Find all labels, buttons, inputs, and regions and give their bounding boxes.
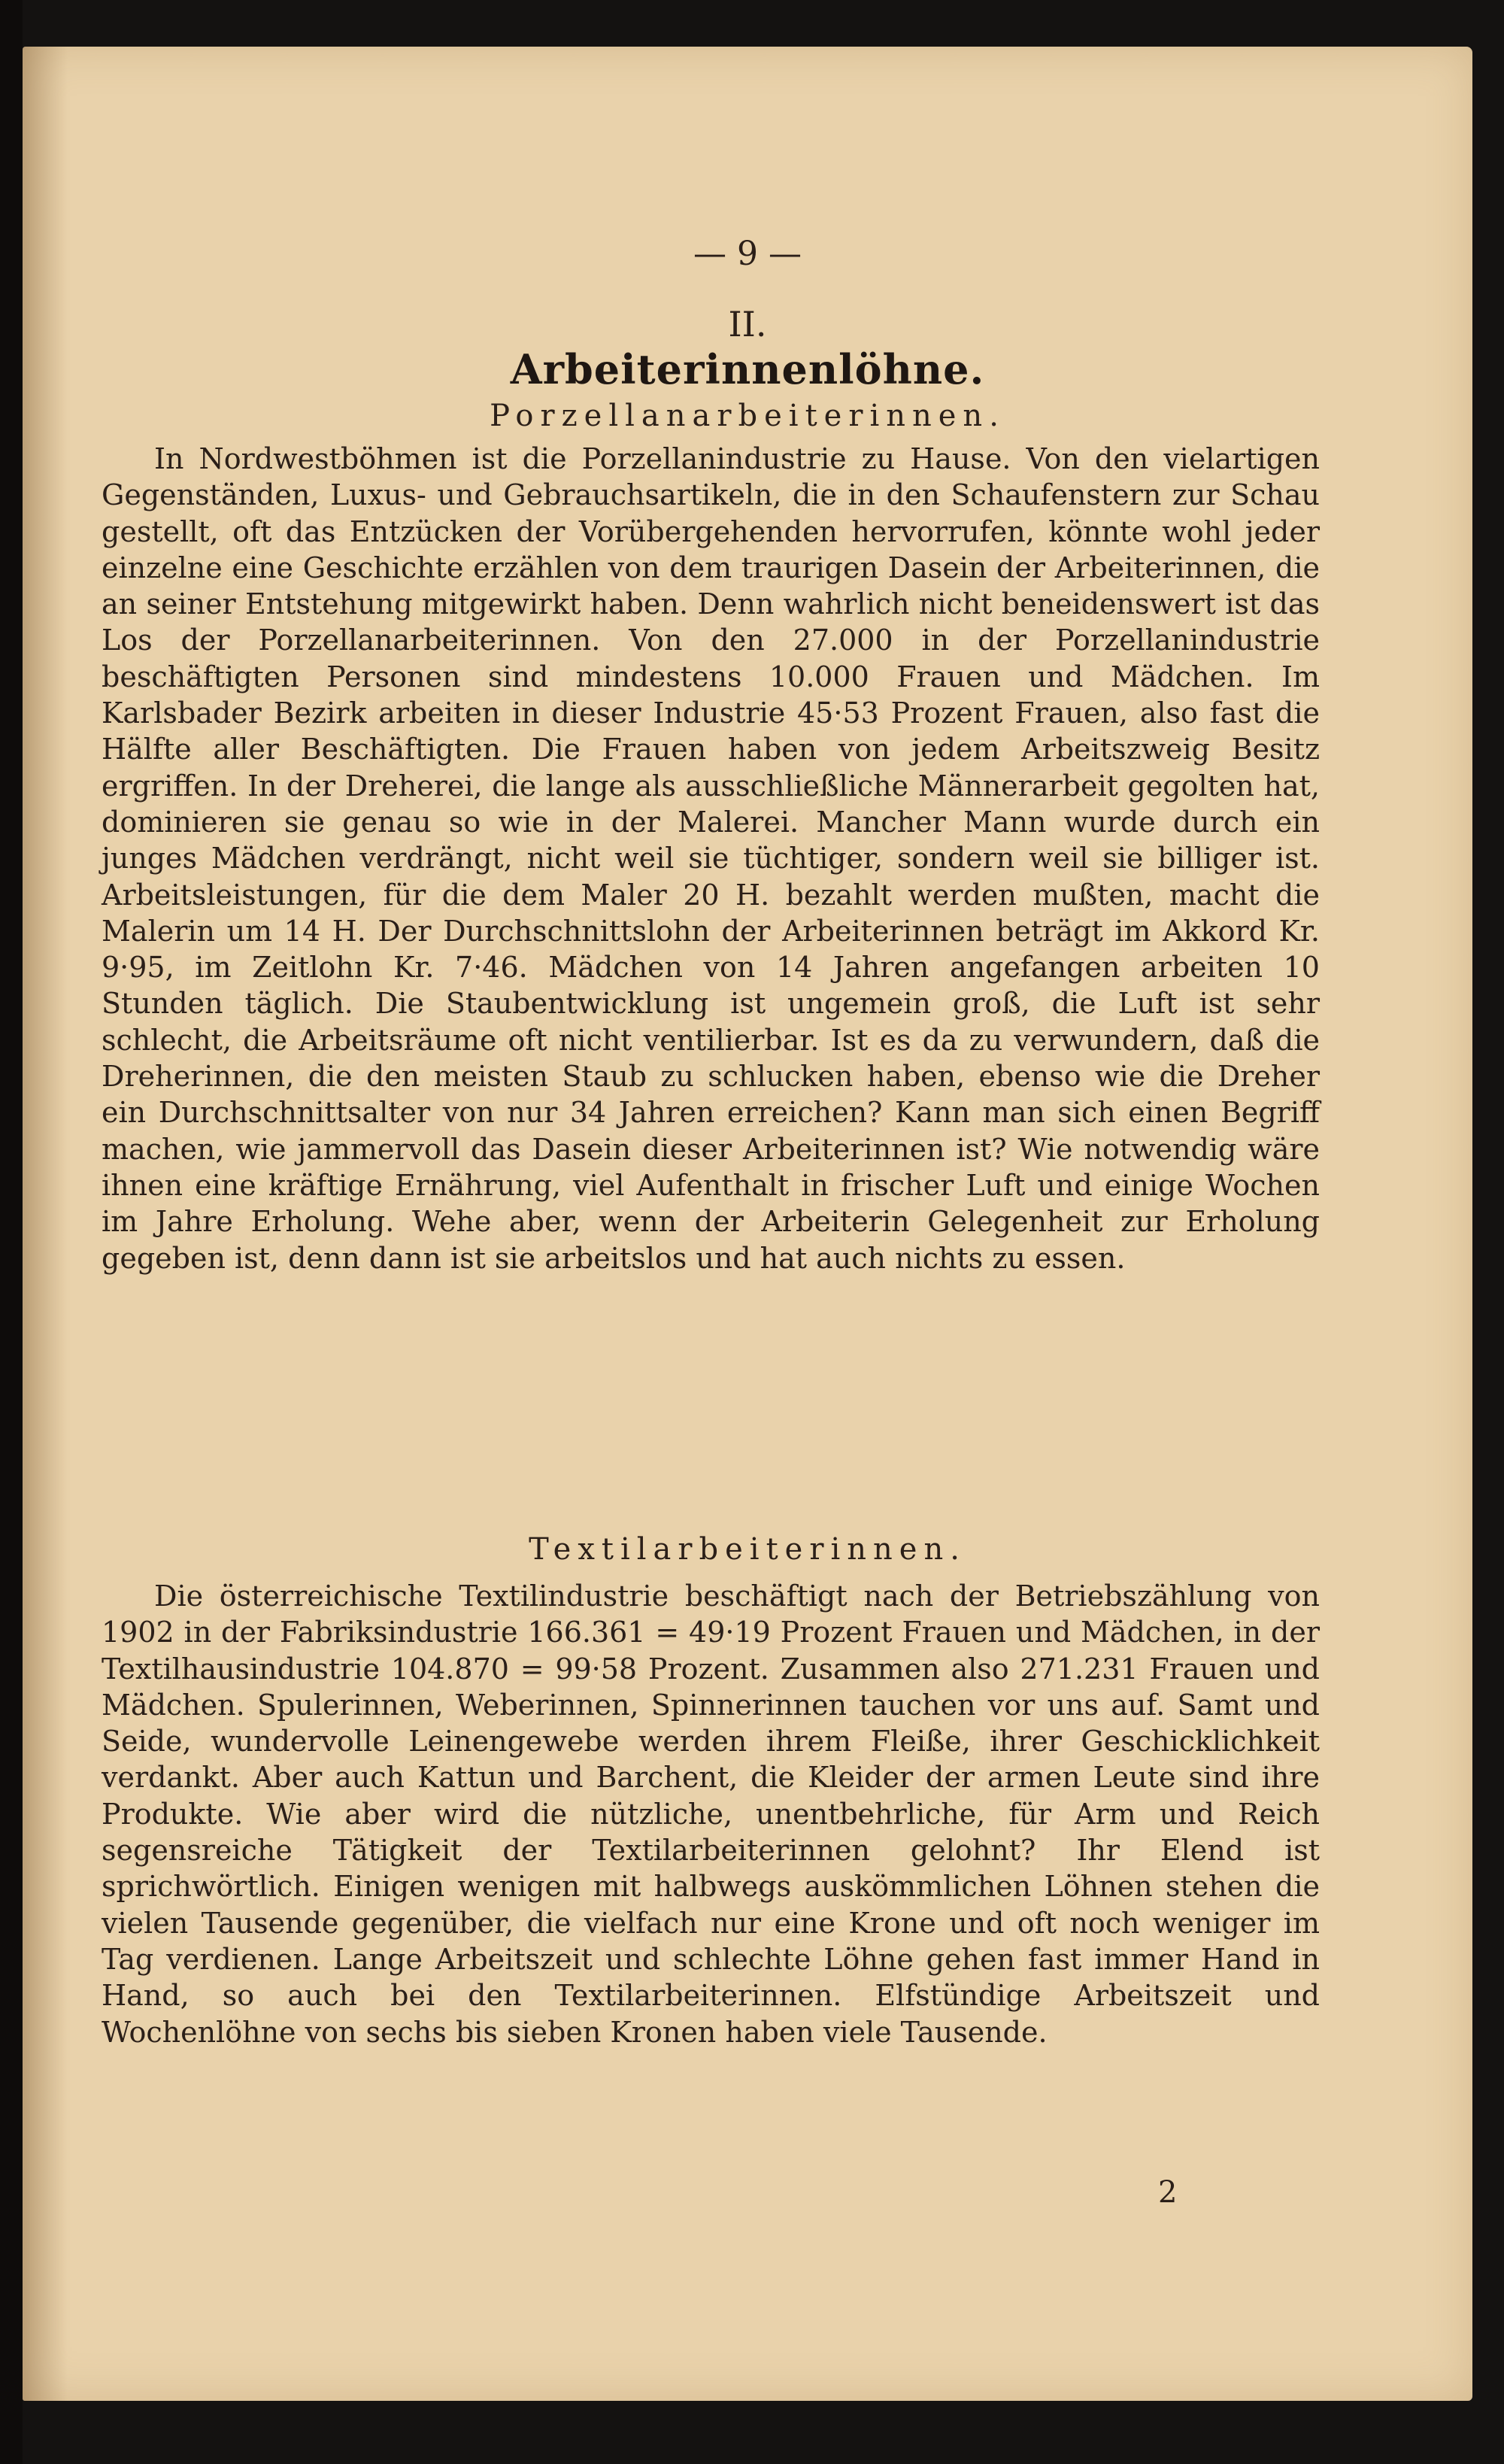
page-number: — 9 — (693, 235, 802, 273)
chapter-title: Arbeiterinnenlöhne. (510, 345, 985, 393)
book-page (23, 47, 1472, 2401)
scan-background (0, 0, 23, 2464)
section-heading-textil: Textilarbeiterinnen. (529, 1532, 966, 1567)
section-heading-porzellan: Porzellanarbeiterinnen. (490, 399, 1005, 433)
paragraph: Die österreichische Textilindustrie beschäftigt nach der Betriebszählung von 1902 in der Fabriksindustrie 166.361 = 49·19 Prozent Frauen und Mädchen, in der Textilhausindustrie 104.870 = 99·58 Prozent. Zusammen also 271.231 Frauen und Mädchen. Spulerinnen, Weberinnen, Spinnerinnen tauchen vor uns auf. Samt und Seide, wundervolle Leinengewebe werden ihrem Fleiße, ihrer Geschicklichkeit verdankt. Aber auch Kattun und Barchent, die Kleider der armen Leute sind ihre Produkte. Wie aber wird die nützliche, unentbehrliche, für Arm und Reich segensreiche Tätigkeit der Textilarbeiterinnen gelohnt? Ihr Elend ist sprichwörtlich. Einigen wenigen mit halbwegs auskömmlichen Löhnen stehen die vielen Tausende gegenüber, die vielfach nur eine Krone und oft noch weniger im Tag verdienen. Lange Arbeitszeit und schlechte Löhne gehen fast immer Hand in Hand, so auch bei den Textilarbeiterinnen. Elfstündige Arbeitszeit und Wochenlöhne von sechs bis sieben Kronen haben viele Tausende. (102, 1579, 1320, 2049)
printer-signature-mark: 2 (1158, 2175, 1178, 2210)
section-body-textil (102, 1578, 1320, 2050)
chapter-number: II. (728, 304, 767, 344)
paragraph: In Nordwestböhmen ist die Porzellanindustrie zu Hause. Von den vielartigen Gegenständen, Luxus- und Gebrauchsartikeln, die in den Schaufenstern zur Schau gestellt, oft das Entzücken der Vorübergehenden hervorrufen, könnte wohl jeder einzelne eine Geschichte erzählen von dem traurigen Dasein der Arbeiterinnen, die an seiner Entstehung mitgewirkt haben. Denn wahrlich nicht beneidenswert ist das Los der Porzellanarbeiterinnen. Von den 27.000 in der Porzellanindustrie beschäftigten Personen sind mindestens 10.000 Frauen und Mädchen. Im Karlsbader Bezirk arbeiten in dieser Industrie 45·53 Prozent Frauen, also fast die Hälfte aller Beschäftigten. Die Frauen haben von jedem Arbeitszweig Besitz ergriffen. In der Dreherei, die lange als ausschließliche Männerarbeit gegolten hat, dominieren sie genau so wie in der Malerei. Mancher Mann wurde durch ein junges Mädchen verdrängt, nicht weil sie tüchtiger, sondern weil sie billiger ist. Arbeitsleistungen, für die dem Maler 20 H. bezahlt werden mußten, macht die Malerin um 14 H. Der Durchschnittslohn der Arbeiterinnen beträgt im Akkord Kr. 9·95, im Zeitlohn Kr. 7·46. Mädchen von 14 Jahren angefangen arbeiten 10 Stunden täglich. Die Staubentwicklung ist ungemein groß, die Luft ist sehr schlecht, die Arbeitsräume oft nicht ventilierbar. Ist es da zu verwundern, daß die Dreherinnen, die den meisten Staub zu schlucken haben, ebenso wie die Dreher ein Durchschnittsalter von nur 34 Jahren erreichen? Kann man sich einen Begriff machen, wie jammervoll das Dasein dieser Arbeiterinnen ist? Wie notwendig wäre ihnen eine kräftige Ernährung, viel Aufenthalt in frischer Luft und einige Wochen im Jahre Erholung. Wehe aber, wenn der Arbeiterin Gelegenheit zur Erholung gegeben ist, denn dann ist sie arbeitslos und hat auch nichts zu essen. (102, 442, 1320, 1275)
section-body-porzellan (102, 441, 1320, 1276)
